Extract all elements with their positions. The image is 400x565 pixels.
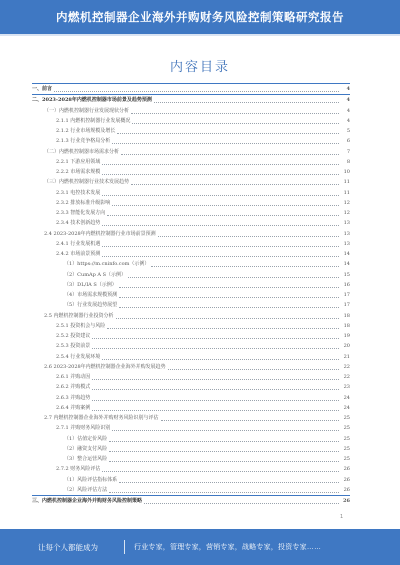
toc-leader-dots — [168, 368, 339, 370]
toc-entry-page: 16 — [343, 281, 350, 288]
footer-slogan: 让每个人都能成为 — [38, 543, 98, 552]
toc-entry[interactable] — [32, 382, 350, 392]
toc-entry-text: 2.5.4 行业发展环境 — [56, 353, 101, 360]
toc-entry-page: 4 — [346, 86, 350, 92]
toc-entry[interactable] — [32, 444, 350, 454]
toc-entry-text: 2.7.1 并购财务风险识别 — [56, 425, 111, 432]
toc-entry-page: 6 — [346, 138, 350, 145]
toc-entry-page: 19 — [343, 333, 350, 339]
toc-entry-page: 20 — [343, 343, 350, 350]
toc-leader-dots — [128, 276, 339, 278]
toc-entry[interactable] — [32, 341, 350, 351]
toc-leader-dots — [92, 337, 339, 339]
toc-entry[interactable] — [32, 259, 350, 269]
toc-entry-page: 18 — [343, 312, 350, 319]
toc-entry[interactable] — [32, 423, 350, 433]
toc-entry-text: （1）估值定价风险 — [64, 435, 108, 442]
toc-entry-page: 24 — [343, 394, 350, 401]
toc-leader-dots — [119, 296, 339, 298]
header-divider — [0, 34, 400, 36]
toc-entry[interactable] — [32, 106, 350, 116]
toc-entry[interactable] — [32, 167, 350, 177]
toc-leader-dots — [109, 440, 339, 442]
toc-entry-text: 2.5.1 投资机会与风险 — [56, 322, 106, 329]
toc-entry-page: 25 — [343, 415, 350, 421]
toc-entry-text: 2.2.2 市场需求规模 — [56, 169, 101, 175]
toc-entry-page: 26 — [343, 466, 350, 473]
toc-entry-page: 14 — [343, 261, 350, 268]
toc-entry[interactable] — [32, 475, 350, 485]
toc-entry[interactable] — [32, 485, 350, 495]
toc-leader-dots — [154, 101, 339, 103]
toc-entry[interactable] — [32, 352, 350, 362]
toc-entry-page: 4 — [346, 117, 350, 124]
toc-entry-text: 2.1.1 内燃机控制器行业发展概况 — [56, 117, 131, 124]
toc-entry[interactable] — [32, 188, 350, 198]
toc-entry-text: （三）内燃机控制器行业技术发展趋势 — [44, 179, 130, 186]
toc-entry-page: 25 — [343, 456, 350, 462]
toc-entry-page: 25 — [343, 425, 350, 432]
toc-entry[interactable] — [32, 413, 350, 423]
toc-entry[interactable] — [32, 311, 350, 321]
toc-entry-text: （2）CumAp A S（示例） — [64, 271, 126, 278]
toc-entry[interactable] — [32, 495, 350, 506]
toc-leader-dots — [112, 429, 339, 431]
toc-leader-dots — [119, 481, 339, 483]
footer-banner — [0, 529, 400, 565]
toc-leader-dots — [158, 235, 339, 237]
toc-entry[interactable] — [32, 362, 350, 372]
toc-leader-dots — [132, 122, 339, 124]
toc-entry-page: 25 — [343, 445, 350, 452]
toc-entry[interactable] — [32, 321, 350, 331]
toc-entry-text: （2）融资支付风险 — [64, 445, 108, 452]
toc-entry[interactable] — [32, 208, 350, 218]
toc-entry[interactable] — [32, 280, 350, 290]
toc-entry[interactable] — [32, 454, 350, 464]
toc-leader-dots — [102, 255, 339, 257]
toc-entry-page: 4 — [346, 97, 350, 104]
toc-leader-dots — [102, 470, 339, 472]
toc-leader-dots — [92, 399, 339, 401]
toc-entry-page: 22 — [343, 363, 350, 370]
toc-leader-dots — [107, 327, 339, 329]
toc-entry-page: 13 — [343, 240, 350, 247]
toc-leader-dots — [112, 204, 339, 206]
toc-leader-dots — [102, 194, 339, 196]
toc-entry-text: 2.4.1 行业发展机遇 — [56, 240, 101, 247]
toc-entry-text: （二）内燃机控制器市场需求分析 — [44, 148, 120, 155]
toc-entry-text: 2.1.3 行业竞争格局分析 — [56, 138, 111, 145]
toc-entry-page: 15 — [343, 271, 350, 278]
toc-entry-page: 12 — [343, 210, 350, 216]
toc-leader-dots — [102, 358, 339, 360]
toc-entry-text: 二、2023-2028年内燃机控制器市场前景及趋势预测 — [32, 97, 152, 104]
toc-leader-dots — [109, 450, 339, 452]
toc-entry-text: 2.3.4 技术创新趋势 — [56, 220, 101, 227]
toc-entry-text: （1）https://m.cninfo.com（示例） — [64, 261, 150, 268]
footer-services: 行业专家，管理专家，营销专家，战略专家，投资专家…… — [134, 544, 322, 551]
toc-entry-page: 12 — [343, 199, 350, 206]
toc-entry-text: 2.5.2 投资建议 — [56, 333, 91, 339]
toc-entry-page: 23 — [343, 384, 350, 391]
toc-entry[interactable] — [32, 403, 350, 413]
toc-entry-page: 11 — [343, 179, 350, 186]
toc-entry-text: 2.6.4 并购案例 — [56, 404, 91, 411]
toc-entry[interactable] — [32, 239, 350, 249]
toc-leader-dots — [92, 347, 339, 349]
toc-leader-dots — [102, 163, 339, 165]
toc-entry[interactable] — [32, 290, 350, 300]
toc-entry-page: 4 — [346, 107, 350, 114]
toc-entry-text: 2.7.2 财务风险评估 — [56, 466, 101, 473]
toc-leader-dots — [119, 306, 339, 308]
toc-entry-text: 2.3.1 电控技术发展 — [56, 189, 101, 196]
toc-entry-page: 17 — [343, 302, 350, 309]
toc-entry-page: 26 — [343, 476, 350, 483]
toc-entry[interactable] — [32, 126, 350, 136]
toc-leader-dots — [161, 419, 339, 421]
toc-entry-page: 17 — [343, 292, 350, 298]
toc-entry-text: 一、前言 — [32, 86, 53, 92]
toc-leader-dots — [131, 112, 339, 114]
toc-leader-dots — [151, 265, 339, 267]
toc-leader-dots — [92, 378, 339, 380]
toc-entry-page: 13 — [343, 220, 350, 227]
toc-entry[interactable] — [32, 249, 350, 259]
toc-entry[interactable] — [32, 434, 350, 444]
footer-divider — [124, 540, 125, 554]
toc-entry[interactable] — [32, 136, 350, 146]
toc-entry-text: 2.3.2 排放标准升级影响 — [56, 199, 111, 206]
toc-entry-text: 2.1.2 行业市场规模及增长 — [56, 128, 116, 134]
toc-entry-page: 18 — [343, 322, 350, 329]
toc-entry-page: 5 — [346, 128, 350, 134]
table-of-contents — [32, 83, 350, 506]
toc-entry-text: 2.6.2 并购模式 — [56, 384, 91, 391]
toc-entry[interactable] — [32, 270, 350, 280]
toc-entry-text: 三、内燃机控制器企业海外并购财务风险控制策略 — [32, 498, 143, 504]
toc-entry-page: 22 — [343, 374, 350, 380]
toc-leader-dots — [109, 460, 339, 462]
toc-leader-dots — [112, 142, 339, 144]
toc-entry-text: 2.6.1 并购动因 — [56, 374, 91, 380]
toc-title: 内容目录 — [169, 60, 230, 75]
toc-entry[interactable] — [32, 331, 350, 341]
toc-entry-page: 7 — [346, 148, 350, 155]
toc-leader-dots — [109, 491, 339, 493]
toc-leader-dots — [144, 502, 339, 504]
toc-entry[interactable] — [32, 157, 350, 167]
toc-entry-text: （2）风险评估方法 — [64, 486, 108, 493]
toc-entry-page: 10 — [343, 169, 350, 175]
toc-leader-dots — [102, 224, 339, 226]
toc-entry-text: 2.6.3 并购趋势 — [56, 394, 91, 401]
toc-entry-text: 2.5 内燃机控制器行业投资分析 — [44, 312, 114, 319]
toc-entry-page: 8 — [346, 158, 350, 165]
toc-entry-page: 26 — [343, 498, 350, 504]
toc-leader-dots — [121, 153, 339, 155]
toc-leader-dots — [92, 388, 339, 390]
toc-entry-text: （4）市场需求规模预测 — [64, 292, 118, 298]
toc-entry-text: 2.7 内燃机控制器企业海外并购财务风险识别与评估 — [44, 415, 159, 421]
toc-entry[interactable] — [32, 177, 350, 187]
toc-entry-text: （3）整合运营风险 — [64, 456, 108, 462]
toc-entry[interactable] — [32, 464, 350, 474]
report-title: 内燃机控制器企业海外并购财务风险控制策略研究报告 — [56, 12, 344, 24]
toc-entry[interactable] — [32, 218, 350, 228]
page-number: 1 — [340, 514, 344, 520]
toc-entry[interactable] — [32, 393, 350, 403]
toc-entry[interactable] — [32, 147, 350, 157]
toc-entry-page: 14 — [343, 251, 350, 257]
report-header — [0, 0, 400, 34]
toc-entry-page: 13 — [343, 230, 350, 237]
toc-entry[interactable] — [32, 198, 350, 208]
toc-entry[interactable] — [32, 94, 350, 105]
toc-entry[interactable] — [32, 116, 350, 126]
toc-entry-page: 25 — [343, 435, 350, 442]
toc-entry-page: 24 — [343, 404, 350, 411]
toc-entry-page: 21 — [343, 353, 350, 360]
toc-leader-dots — [54, 90, 339, 92]
toc-entry-text: 2.5.3 投资前景 — [56, 343, 91, 350]
toc-entry-page: 26 — [343, 486, 350, 493]
toc-leader-dots — [107, 214, 339, 216]
toc-entry-text: （一）内燃机控制器行业发展现状分析 — [44, 107, 130, 114]
toc-entry-text: （5）行业发展趋势展望 — [64, 302, 118, 309]
toc-entry-text: （1）风险评估指标体系 — [64, 476, 118, 483]
toc-entry[interactable] — [32, 372, 350, 382]
toc-entry-text: 2.4.2 市场前景预测 — [56, 251, 101, 257]
toc-entry-text: （3）DL/IA S（示例） — [64, 281, 117, 288]
toc-leader-dots — [117, 132, 339, 134]
toc-entry-text: 2.3.3 智能化发展方向 — [56, 210, 106, 216]
toc-leader-dots — [131, 183, 339, 185]
toc-leader-dots — [119, 286, 339, 288]
toc-entry[interactable] — [32, 229, 350, 239]
toc-leader-dots — [92, 409, 339, 411]
toc-leader-dots — [116, 317, 339, 319]
toc-entry[interactable] — [32, 300, 350, 310]
toc-leader-dots — [102, 173, 339, 175]
toc-entry[interactable] — [32, 83, 350, 94]
toc-entry-page: 11 — [343, 189, 350, 196]
toc-entry-text: 2.2.1 下游应用领域 — [56, 158, 101, 165]
toc-entry-text: 2.4 2023-2028年内燃机控制器行业市场前景预测 — [44, 230, 156, 237]
toc-entry-text: 2.6 2023-2028年内燃机控制器企业海外并购发展趋势 — [44, 363, 166, 370]
toc-leader-dots — [102, 245, 339, 247]
